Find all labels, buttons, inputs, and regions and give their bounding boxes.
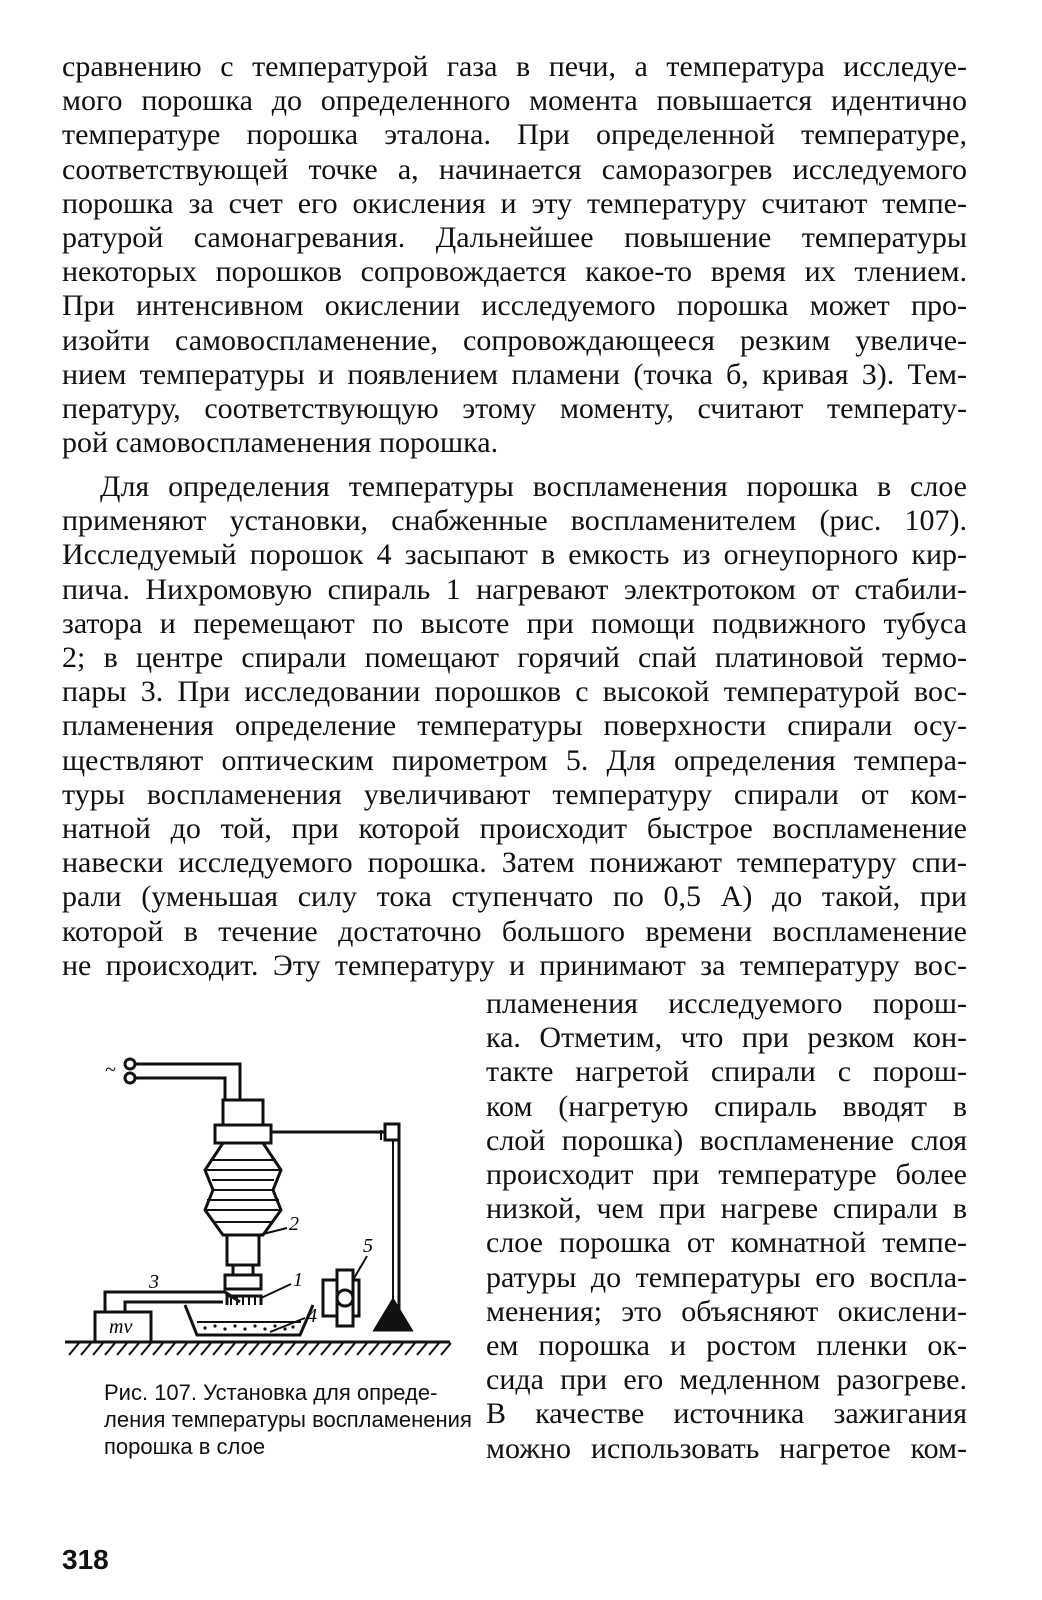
caption-line: порошка в слое — [104, 1434, 266, 1459]
text-line: температуре порошка эталона. При определенной температуре, — [62, 118, 967, 152]
text-line: которой в течение достаточно большого времени воспламенение — [62, 914, 967, 948]
text-line: ществляют оптическим пирометром 5. Для определения темпера- — [62, 743, 967, 777]
text-line: порошка за счет его окисления и эту температуру считают темпе- — [62, 186, 967, 220]
text-line: пературу, соответствующую этому моменту, считают температу- — [62, 392, 967, 426]
text-line: сида при его медленном разогреве. — [486, 1363, 967, 1397]
text-line: пламенения определение температуры поверхности спирали осу- — [62, 709, 967, 743]
text-line: происходит при температуре более — [486, 1158, 967, 1192]
text-line: натной до той, при которой происходит быстрое воспламенение — [62, 812, 967, 846]
text-line: пламенения исследуемого порош- — [486, 987, 967, 1020]
ac-source-label: ~ — [105, 1059, 116, 1081]
text-line: некоторых порошков сопровождается какое-то время их тлением. — [62, 255, 967, 289]
text-line: ком (нагретую спираль вводят в — [486, 1089, 967, 1123]
text-line: слой порошка) воспламенение слоя — [486, 1123, 967, 1157]
text-line: навески исследуемого порошка. Затем понижают температуру спи- — [62, 846, 967, 880]
paragraph-3 — [486, 987, 967, 1466]
apparatus-figure — [55, 1040, 475, 1370]
text-line: такте нагретой спирали с порош- — [486, 1055, 967, 1089]
text-line: изойти самовоспламенение, сопровождающееся резким увеличе- — [62, 323, 967, 357]
text-line: ем порошка и ростом пленки ок- — [486, 1329, 967, 1363]
label-5: 5 — [363, 1235, 373, 1257]
text-line: рой самовоспламенения порошка. — [62, 426, 499, 460]
paragraph-1 — [62, 50, 967, 460]
page-number: 318 — [62, 1544, 109, 1575]
text-line: низкой, чем при нагреве спирали в — [486, 1192, 967, 1226]
text-line: применяют установки, снабженные воспламенителем (рис. 107). — [62, 504, 967, 538]
text-line: не происходит. Эту температуру и принимают за температуру вос- — [62, 948, 967, 982]
text-line: При интенсивном окислении исследуемого порошка может про- — [62, 289, 967, 323]
caption-line: ления температуры воспламенения — [104, 1407, 472, 1432]
text-line: ратуры до температуры его воспла- — [486, 1260, 967, 1294]
label-3: 3 — [149, 1271, 159, 1293]
text-line: соответствующей точке а, начинается саморазогрев исследуемого — [62, 152, 967, 186]
text-line: рали (уменьшая силу тока ступенчато по 0,5 А) до такой, при — [62, 880, 967, 914]
text-line: пары 3. При исследовании порошков с высокой температурой вос- — [62, 675, 967, 709]
text-line: В качестве источника зажигания — [486, 1397, 967, 1431]
text-line: ратурой самонагревания. Дальнейшее повышение температуры — [62, 221, 967, 255]
text-line: менения; это объясняют окислени- — [486, 1294, 967, 1328]
label-2: 2 — [289, 1213, 299, 1235]
text-line: можно использовать нагретое ком- — [486, 1431, 967, 1465]
text-line: мого порошка до определенного момента повышается идентично — [62, 84, 967, 118]
text-line: сравнению с температурой газа в печи, а температура исследуе- — [62, 50, 967, 83]
label-1: 1 — [293, 1269, 303, 1291]
millivoltmeter-label: mv — [109, 1316, 133, 1338]
text-line: 2; в центре спирали помещают горячий спай платиновой термо- — [62, 641, 967, 675]
text-line: нием температуры и появлением пламени (точка б, кривая 3). Тем- — [62, 357, 967, 391]
text-line: ка. Отметим, что при резком кон- — [486, 1021, 967, 1055]
text-line: пича. Нихромовую спираль 1 нагревают электротоком от стабили- — [62, 572, 967, 606]
text-line: Исследуемый порошок 4 засыпают в емкость из огнеупорного кир- — [62, 538, 967, 572]
text-line: туры воспламенения увеличивают температуру спирали от ком- — [62, 777, 967, 811]
text-line: Для определения температуры воспламенения порошка в слое — [100, 470, 967, 503]
text-line: слое порошка от комнатной темпе- — [486, 1226, 967, 1260]
label-4: 4 — [307, 1305, 317, 1327]
paragraph-2 — [62, 470, 967, 983]
caption-line: Рис. 107. Установка для опреде- — [104, 1380, 438, 1405]
figure-caption — [104, 1379, 472, 1460]
text-line: затора и перемещают по высоте при помощи подвижного тубуса — [62, 606, 967, 640]
